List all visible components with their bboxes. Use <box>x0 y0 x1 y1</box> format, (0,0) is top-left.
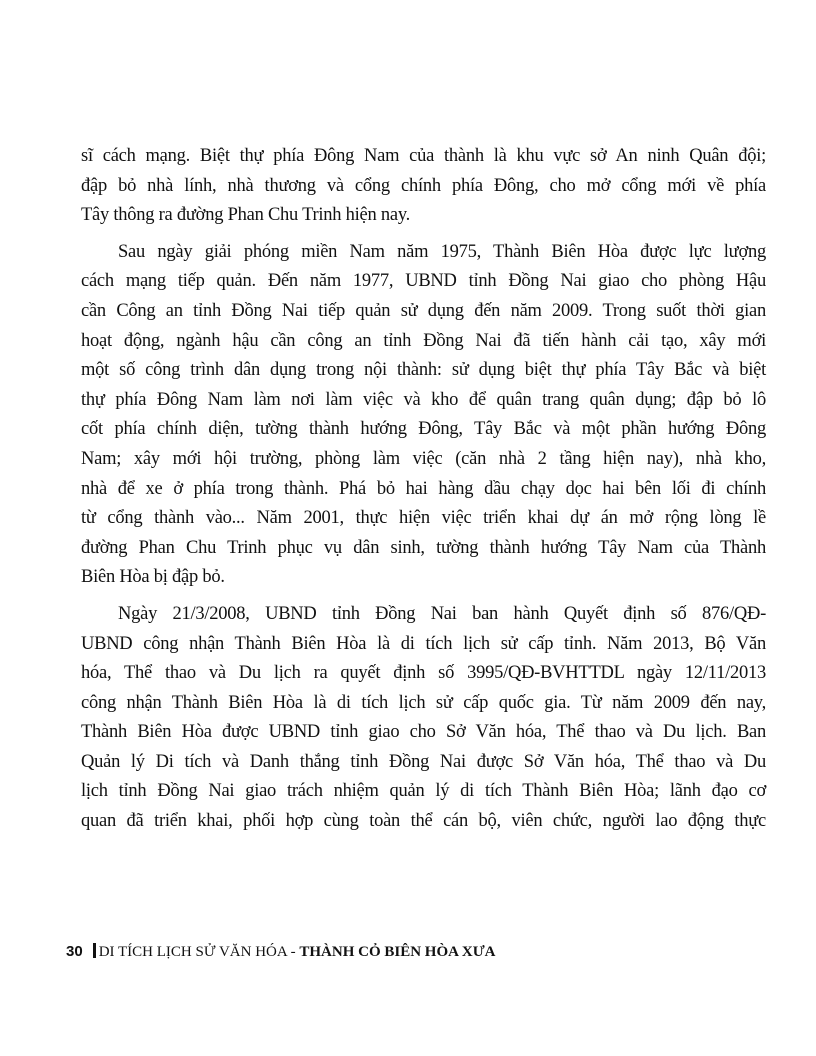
text-line: đường Phan Chu Trinh phục vụ dân sinh, tường thành hướng Tây Nam của Thành <box>81 537 766 558</box>
paragraph <box>81 238 766 593</box>
text-line: Biên Hòa bị đập bỏ. <box>81 567 225 588</box>
text-line: nhà để xe ở phía trong thành. Phá bỏ hai hàng dầu chạy dọc hai bên lối đi chính <box>81 478 766 499</box>
text-line: một số công trình dân dụng trong nội thành: sử dụng biệt thự phía Tây Bắc và biệt <box>81 360 766 381</box>
text-line: Tây thông ra đường Phan Chu Trinh hiện nay. <box>81 205 411 226</box>
text-line: đập bỏ nhà lính, nhà thương và cổng chính phía Đông, cho mở cổng mới về phía <box>81 175 766 196</box>
text-line: thự phía Đông Nam làm nơi làm việc và kho để quân trang quân dụng; đập bỏ lô <box>81 389 766 410</box>
text-line: quan đã triển khai, phối hợp cùng toàn thể cán bộ, viên chức, người lao động thực <box>81 811 766 832</box>
paragraph <box>81 142 766 231</box>
page-footer <box>66 943 496 961</box>
paragraph <box>81 600 766 837</box>
text-line: lịch tỉnh Đồng Nai giao trách nhiệm quản lý di tích Thành Biên Hòa; lãnh đạo cơ <box>81 781 766 802</box>
text-line: từ cổng thành vào... Năm 2001, thực hiện việc triển khai dự án mở rộng lòng lề <box>81 508 766 529</box>
text-line: sĩ cách mạng. Biệt thự phía Đông Nam của thành là khu vực sở An ninh Quân đội; <box>81 146 766 166</box>
text-line: Nam; xây mới hội trường, phòng làm việc (căn nhà 2 tầng hiện nay), nhà kho, <box>81 448 766 469</box>
book-title-regular: DI TÍCH LỊCH SỬ VĂN HÓA - <box>98 944 300 960</box>
text-line: Sau ngày giải phóng miền Nam năm 1975, Thành Biên Hòa được lực lượng <box>118 241 766 262</box>
footer-divider <box>93 943 96 958</box>
book-title-bold: THÀNH CỎ BIÊN HÒA XƯA <box>299 944 496 960</box>
text-line: Thành Biên Hòa được UBND tỉnh giao cho Sở Văn hóa, Thể thao và Du lịch. Ban <box>81 722 766 743</box>
text-line: hóa, Thể thao và Du lịch ra quyết định số 3995/QĐ-BVHTTDL ngày 12/11/2013 <box>81 663 766 684</box>
text-line: cách mạng tiếp quản. Đến năm 1977, UBND tỉnh Đồng Nai giao cho phòng Hậu <box>81 271 766 292</box>
text-line: Quản lý Di tích và Danh thắng tỉnh Đồng Nai được Sở Văn hóa, Thể thao và Du <box>81 751 766 772</box>
text-line: hoạt động, ngành hậu cần công an tỉnh Đồng Nai đã tiến hành cải tạo, xây mới <box>81 330 766 351</box>
page-number: 30 <box>66 943 83 960</box>
text-line: Ngày 21/3/2008, UBND tỉnh Đồng Nai ban hành Quyết định số 876/QĐ- <box>118 603 766 624</box>
text-line: UBND công nhận Thành Biên Hòa là di tích lịch sử cấp tỉnh. Năm 2013, Bộ Văn <box>81 633 766 654</box>
body-text <box>81 142 766 844</box>
text-line: cốt phía chính diện, tường thành hướng Đông, Tây Bắc và một phần hướng Đông <box>81 419 766 440</box>
text-line: công nhận Thành Biên Hòa là di tích lịch sử cấp quốc gia. Từ năm 2009 đến nay, <box>81 692 766 713</box>
text-line: cần Công an tỉnh Đồng Nai tiếp quản sử dụng đến năm 2009. Trong suốt thời gian <box>81 300 766 321</box>
